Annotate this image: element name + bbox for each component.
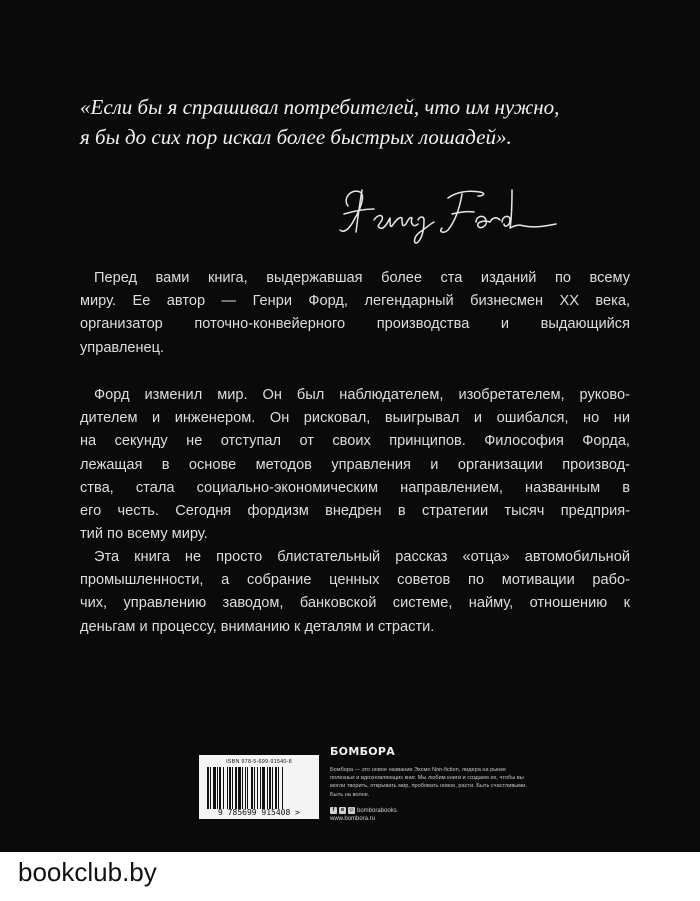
paragraph-line: чих, управлению заводом, банковской системе, найму, отношению к: [80, 595, 630, 612]
paragraph-line: тий по всему миру.: [80, 526, 208, 543]
publisher-social: [330, 807, 540, 815]
paragraph-line: организатор поточно-конвейерного производства и выдающийся: [80, 316, 630, 333]
publisher-description: Бомбора — это новое название Эксмо Non-fiction, лидера на рынке полезных и вдохновляющих книг. Мы любим книги и создаем их, чтобы вы могли творить, открывать мир, пробовать новое, расти. Быть счастливыми. Быть на волне.: [330, 767, 527, 798]
paragraph-line: управленец.: [80, 339, 165, 356]
facebook-icon: f: [330, 807, 337, 814]
description-paragraph-3: [80, 546, 630, 639]
paragraph-line: его честь. Сегодня фордизм внедрен в стратегии тысяч предприя-: [80, 503, 630, 520]
paragraph-line: дителем и инженером. Он рисковал, выигрывал и ошибался, но ни: [80, 410, 630, 427]
paragraph-line: Перед вами книга, выдержавшая более ста изданий по всему: [94, 270, 630, 286]
isbn-barcode: [199, 755, 319, 819]
publisher-logo: БОМБОРА: [330, 745, 396, 758]
barcode-digits: 9 785699 915408 >: [218, 808, 300, 817]
paragraph-line: лежащая в основе методов управления и организации производ-: [80, 456, 630, 473]
publisher-website: www.bombora.ru: [330, 815, 376, 822]
instagram-icon: ◎: [349, 807, 354, 814]
paragraph-line: миру. Ее автор — Генри Форд, легендарный бизнесмен XX века,: [80, 293, 630, 310]
paragraph-line: деньгам и процессу, вниманию к деталям и страсти.: [80, 618, 435, 635]
paragraph-line: промышленности, а собрание ценных советов по мотивации рабо-: [80, 572, 630, 589]
barcode-icon: [207, 767, 311, 809]
description-paragraph-2: [80, 384, 630, 546]
quote-line: я бы до сих пор искал более быстрых лошадей».: [80, 125, 512, 149]
paragraph-line: на секунду не отступал от своих принципов. Философия Форда,: [80, 433, 630, 450]
ford-quote: [80, 92, 640, 152]
paragraph-line: ства, стала социально-экономическим направлением, названным в: [80, 479, 630, 496]
site-watermark: bookclub.by: [18, 857, 157, 887]
quote-line: «Если бы я спрашивал потребителей, что им нужно,: [80, 95, 560, 119]
henry-ford-signature: [330, 176, 560, 246]
social-handle: bomborabooks: [357, 807, 397, 814]
paragraph-line: Форд изменил мир. Он был наблюдателем, изобретателем, руково-: [94, 387, 630, 403]
isbn-number: ISBN 978-5-699-91540-8: [226, 759, 292, 765]
publisher-block: [330, 745, 540, 823]
signature-icon: [330, 176, 560, 246]
description-paragraph-1: [80, 267, 630, 360]
vk-icon: в: [340, 807, 345, 814]
paragraph-line: Эта книга не просто блистательный рассказ «отца» автомобильной: [94, 549, 630, 565]
